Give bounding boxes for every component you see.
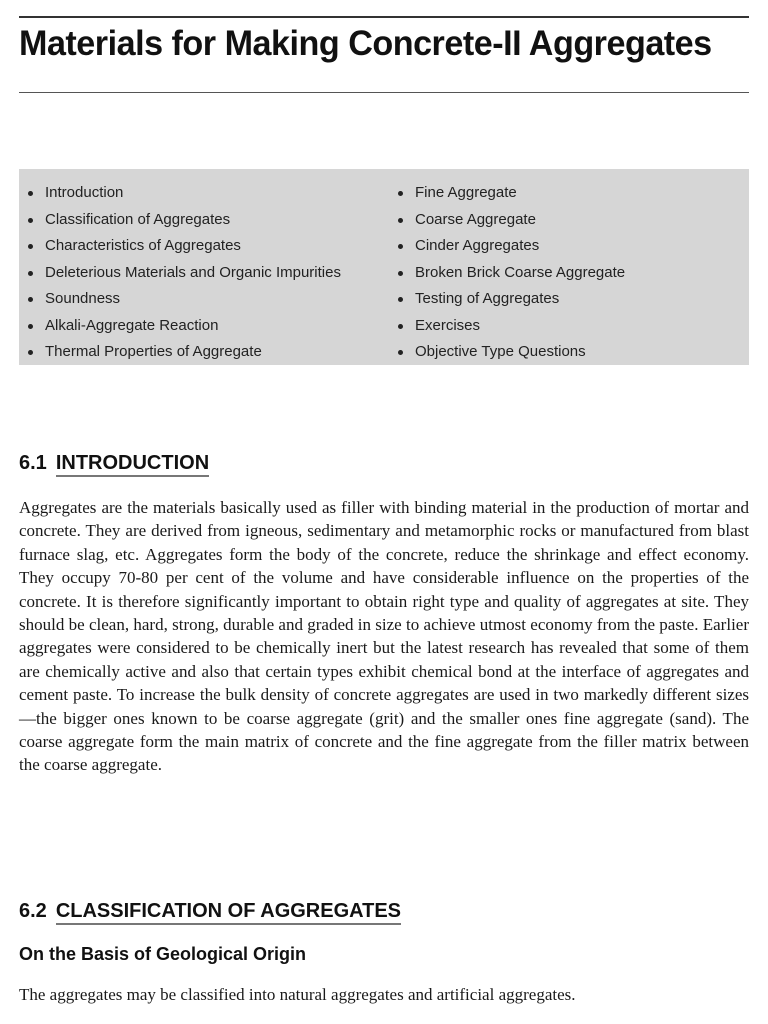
bullet-icon [398, 244, 403, 249]
contents-item-label: Coarse Aggregate [415, 210, 536, 228]
section-heading-classification [19, 900, 401, 923]
contents-item [396, 339, 625, 366]
contents-item-label: Exercises [415, 316, 481, 334]
top-rule [19, 16, 749, 18]
subsection-heading: On the Basis of Geological Origin [19, 944, 307, 964]
section-number: 6.1 [19, 452, 47, 474]
contents-item-label: Characteristics of Aggregates [45, 237, 241, 254]
contents-item [396, 260, 625, 287]
section-title: INTRODUCTION [56, 452, 209, 477]
section-number: 6.2 [19, 900, 47, 922]
bullet-icon [28, 191, 33, 196]
bullet-icon [28, 297, 33, 302]
contents-item-label: Cinder Aggregates [415, 237, 540, 254]
classification-paragraph: The aggregates may be classified into natural aggregates and artificial aggregates. [19, 985, 576, 1004]
contents-item [396, 286, 625, 313]
contents-item-label: Fine Aggregate [415, 184, 517, 201]
section-heading-introduction [19, 452, 209, 475]
contents-item-label: Classification of Aggregates [45, 210, 231, 228]
bullet-icon [28, 218, 33, 223]
contents-list-right [396, 180, 625, 366]
contents-item [26, 260, 341, 287]
contents-item [26, 233, 341, 260]
contents-item [26, 339, 341, 366]
contents-item-label: Introduction [45, 184, 124, 201]
title-underline [19, 92, 749, 93]
contents-item [26, 180, 341, 207]
bullet-icon [28, 350, 33, 355]
introduction-paragraph: Aggregates are the materials basically used as filler with binding material in the production of mortar and concrete. They are derived from igneous, sedimentary and metamorphic rocks or manufactured from blast furnace slag, etc. Aggregates form the body of the concrete, reduce the shrinkage and effect economy. They occupy 70-80 per cent of the volume and have considerable influence on the properties of the concrete. It is therefore significantly important to obtain right type and quality of aggregates at site. They should be clean, hard, strong, durable and graded in size to achieve utmost economy from the paste. Earlier aggregates were considered to be chemically inert but the latest research has revealed that some of them are chemically active and also that certain types exhibit chemical bond at the interface of aggregates and cement paste. To increase the bulk density of concrete aggregates are used in two markedly different sizes—the bigger ones known to be coarse aggregate (grit) and the smaller ones fine aggregate (sand). The coarse aggregate form the main matrix of concrete and the fine aggregate from the filler matrix between the coarse aggregate. [19, 498, 749, 775]
contents-list-left [26, 180, 341, 366]
chapter-title: Materials for Making Concrete-II Aggregates [19, 24, 712, 63]
contents-item [26, 207, 341, 234]
bullet-icon [28, 271, 33, 276]
contents-item [396, 207, 625, 234]
contents-item [396, 313, 625, 340]
bullet-icon [28, 324, 33, 329]
contents-item-label: Soundness [45, 290, 121, 307]
bullet-icon [398, 218, 403, 223]
bullet-icon [398, 350, 403, 355]
bullet-icon [398, 324, 403, 329]
contents-item [26, 313, 341, 340]
bullet-icon [398, 191, 403, 196]
contents-item-label: Alkali-Aggregate Reaction [45, 316, 219, 334]
contents-item [26, 286, 341, 313]
contents-item-label: Objective Type Questions [415, 343, 586, 360]
section-title: CLASSIFICATION OF AGGREGATES [56, 900, 401, 925]
chapter-contents-box [19, 169, 749, 365]
contents-item [396, 233, 625, 260]
contents-item-label: Deleterious Materials and Organic Impurities [45, 263, 341, 281]
bullet-icon [398, 271, 403, 276]
bullet-icon [398, 297, 403, 302]
contents-item-label: Thermal Properties of Aggregate [45, 343, 262, 360]
contents-item [396, 180, 625, 207]
bullet-icon [28, 244, 33, 249]
contents-item-label: Testing of Aggregates [415, 290, 560, 307]
contents-item-label: Broken Brick Coarse Aggregate [415, 263, 626, 281]
